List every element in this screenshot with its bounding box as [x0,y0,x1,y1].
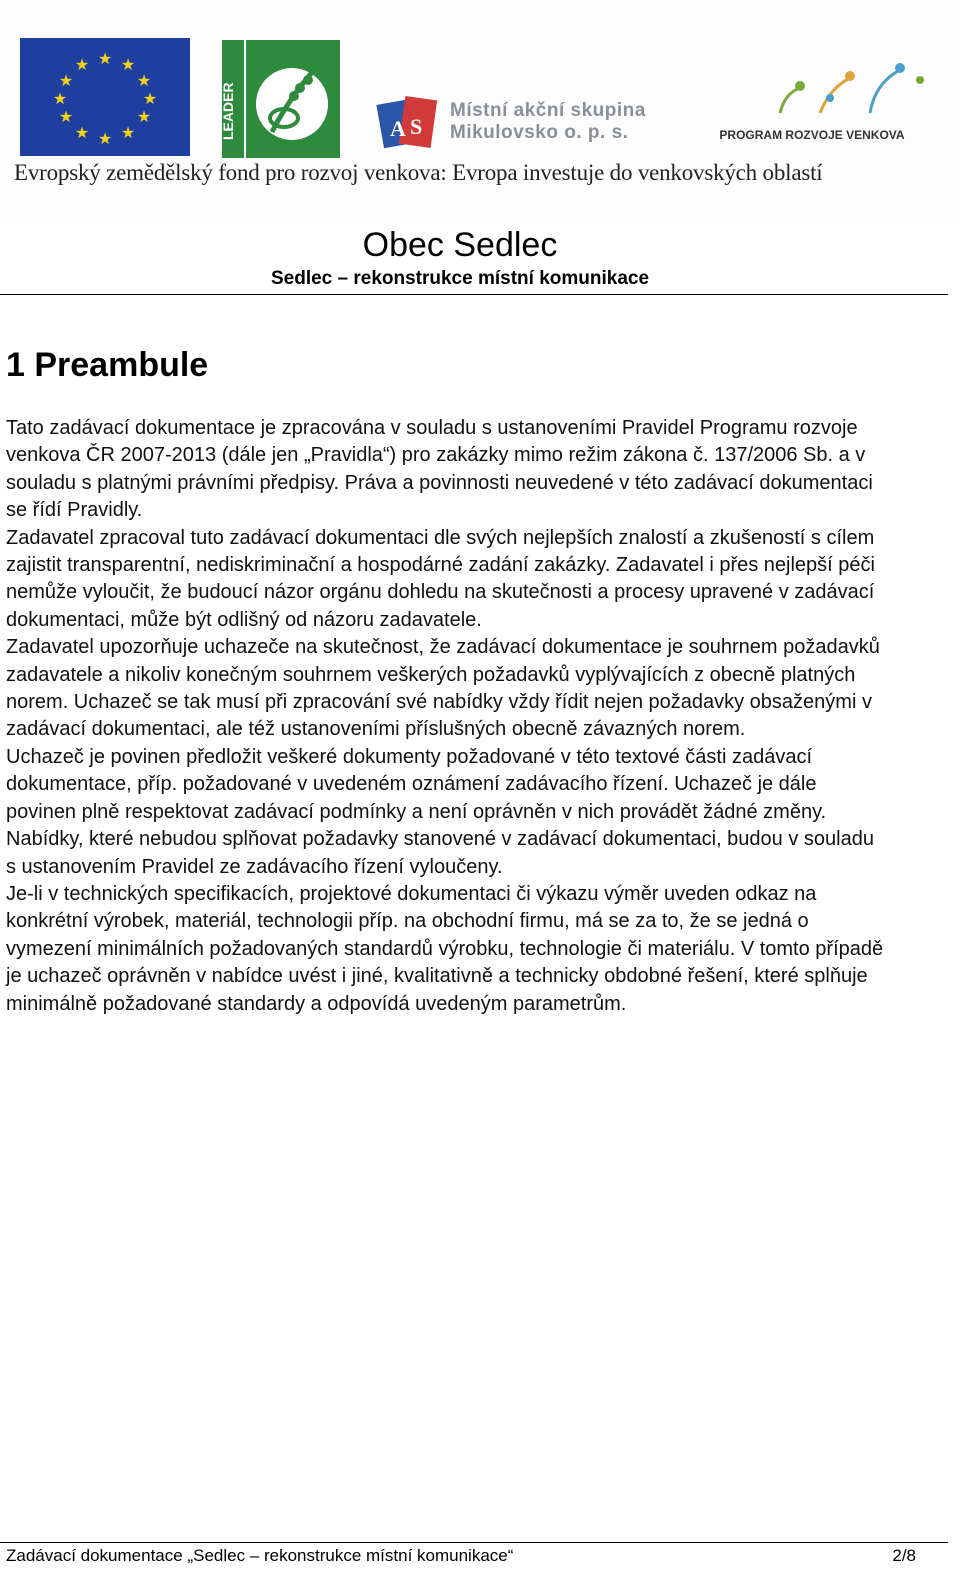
svg-text:★: ★ [97,49,113,68]
document-title: Obec Sedlec [362,226,558,264]
banner-caption: Evropský zemědělský fond pro rozvoj venkova: Evropa investuje do venkovských oblastí [14,160,823,185]
mas-logo [376,92,438,154]
paragraph: Tato zadávací dokumentace je zpracována v souladu s ustanoveními Pravidel Programu rozvoje venkova ČR 2007-2013 (dále jen „Pravidla“) pro zakázky mimo režim zákona č. 137/2006 Sb. a v souladu s platnými právními předpisy. Práva a povinnosti neuvedené v této zadávací dokumentaci se řídí Pravidly. [6,417,873,522]
leader-logo [222,40,340,158]
mas-name-line1: Místní akční skupina [450,100,646,121]
svg-text:S: S [410,114,423,139]
paragraph: Je-li v technických specifikacích, projektové dokumentaci či výkazu výměr uveden odkaz na konkrétní výrobek, materiál, technologii příp. na obchodní firmu, má se za to, že se jedná o vymezení minimálních požadovaných standardů výrobku, technologie či materiálu. V tomto případě je uchazeč oprávněn v nabídce uvést i jiné, kvalitativně a technicky obdobné řešení, které splňuje minimálně požadované standardy a odpovídá uvedeným parametrům. [6,882,884,1015]
program-rozvoje-venkova-logo [760,58,940,118]
footer-divider [0,1542,948,1543]
svg-text:★: ★ [74,123,90,142]
svg-text:A: A [390,116,406,141]
footer-document-name: Zadávací dokumentace „Sedlec – rekonstrukce místní komunikace“ [6,1546,514,1565]
paragraph: Zadavatel upozorňuje uchazeče na skutečnost, že zadávací dokumentace je souhrnem požadavků zadavatele a nikoliv konečným souhrnem veškerých požadavků vyplývajících z obecně platných norem. Uchazeč se tak musí při zpracování své nabídky vždy řídit nejen požadavky obsaženými v zadávací dokumentaci, ale též ustanoveními příslušných obecně závazných norem. [6,636,880,741]
svg-text:★: ★ [74,55,90,74]
section-heading: 1 Preambule [6,346,209,384]
page-number: 2/8 [892,1546,916,1565]
svg-text:★: ★ [58,107,74,126]
paragraph: Zadavatel zpracoval tuto zadávací dokumentaci dle svých nejlepších znalostí a zkušeností s cílem zajistit transparentní, nediskriminační a hospodárné zadání zakázky. Zadavatel i přes nejlepší péči nemůže vyloučit, že budoucí názor orgánu dohledu na skutečnosti a procesy upravené v zadávací dokumentaci, může být odlišný od názoru zadavatele. [6,526,875,631]
svg-text:★: ★ [120,55,136,74]
svg-text:★: ★ [52,89,68,108]
svg-text:★: ★ [97,129,113,148]
mas-name [450,100,680,144]
program-name: PROGRAM ROZVOJE VENKOVA [719,128,905,142]
svg-text:★: ★ [136,71,152,90]
section-body [6,415,886,1018]
leader-text: LEADER [220,82,236,140]
header-divider [0,294,948,295]
svg-text:★: ★ [58,71,74,90]
svg-text:★: ★ [142,89,158,108]
funding-banner [0,0,960,222]
eu-flag-logo [20,38,190,156]
svg-text:★: ★ [120,123,136,142]
svg-text:★: ★ [136,107,152,126]
mas-name-line2: Mikulovsko o. p. s. [450,122,629,143]
document-subtitle: Sedlec – rekonstrukce místní komunikace [270,268,650,289]
paragraph: Uchazeč je povinen předložit veškeré dokumenty požadované v této textové části zadávací dokumentace, příp. požadované v uvedeném oznámení zadávacího řízení. Uchazeč je dále povinen plně respektovat zadávací podmínky a není oprávněn v nich provádět žádné změny. Nabídky, které nebudou splňovat požadavky stanovené v zadávací dokumentaci, budou v souladu s ustanovením Pravidel ze zadávacího řízení vyloučeny. [6,745,874,878]
